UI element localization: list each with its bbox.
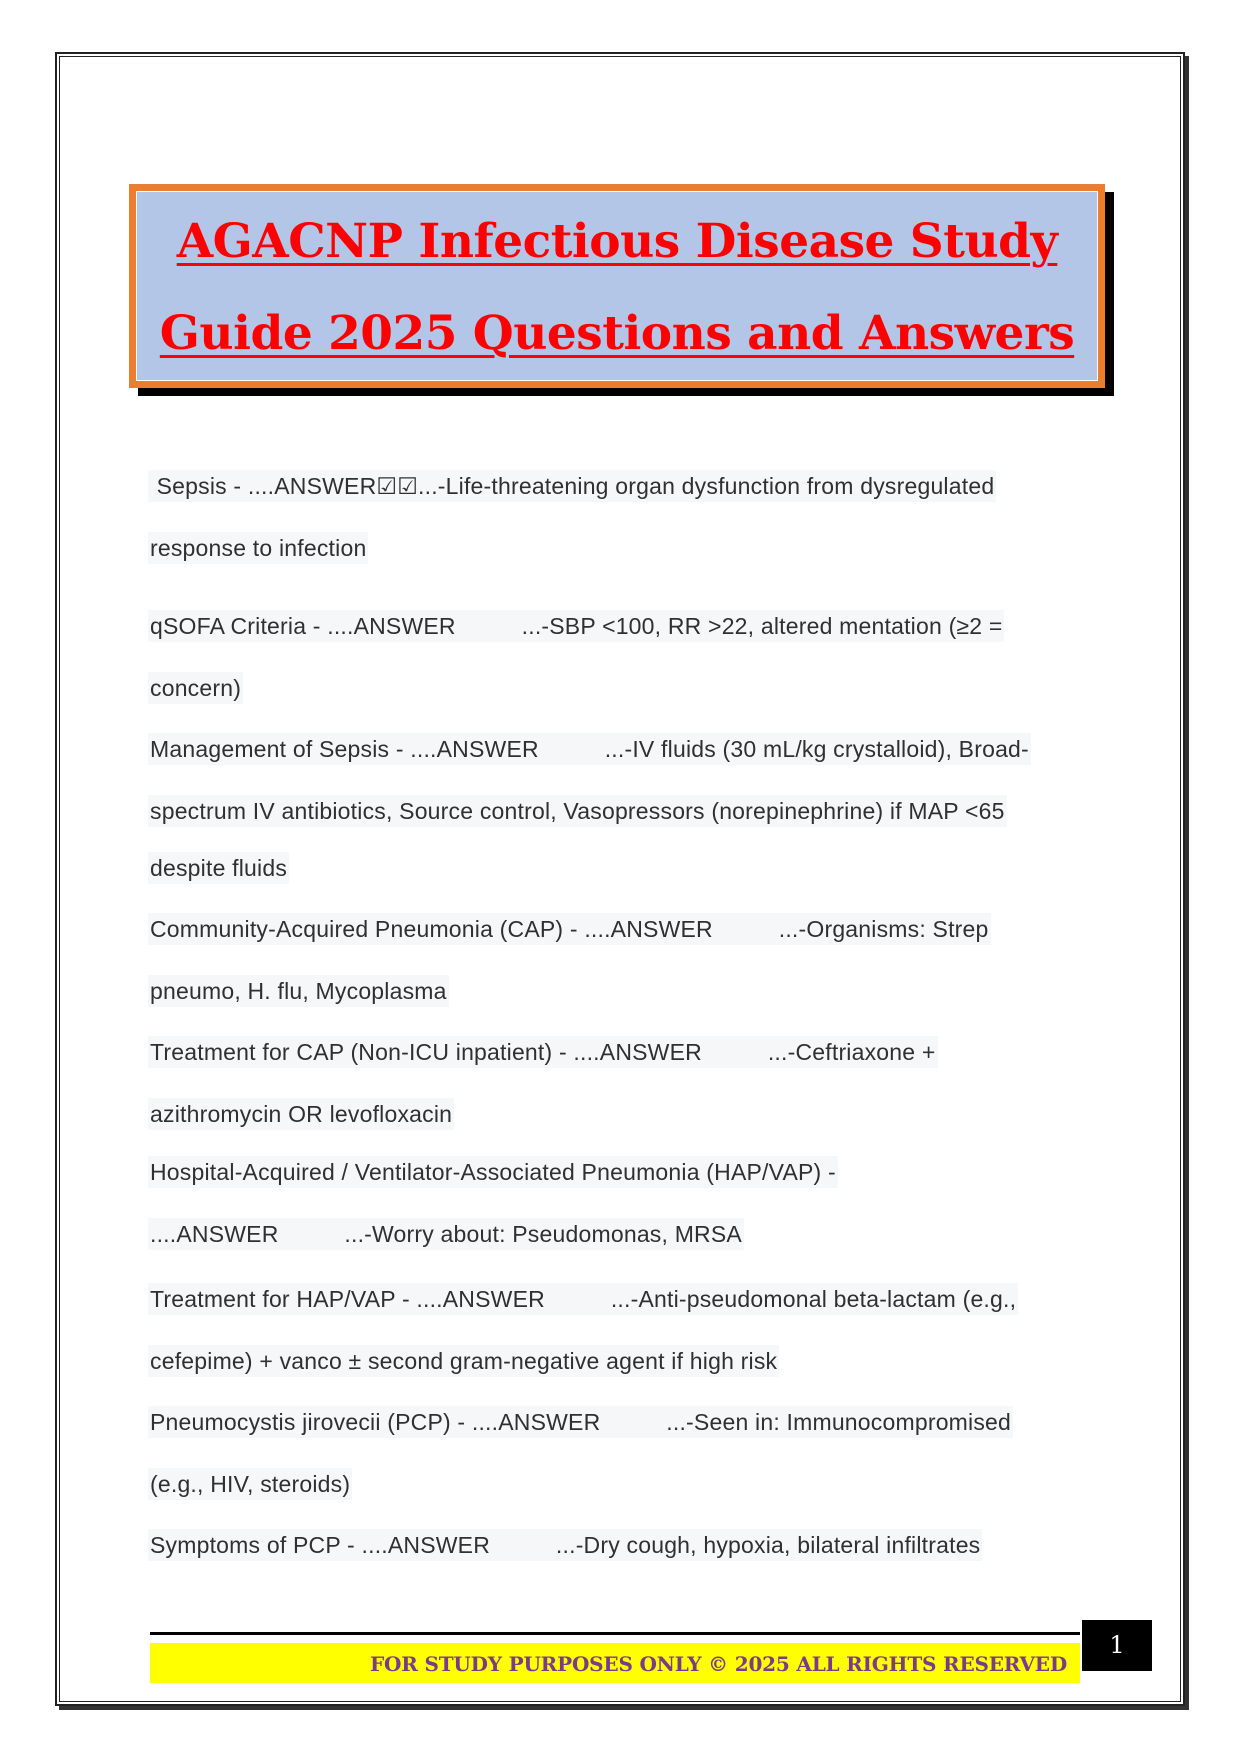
qa-line: spectrum IV antibiotics, Source control, Vasopressors (norepinephrine) if MAP <65	[148, 795, 1007, 827]
qa-line: Management of Sepsis - ....ANSWER ...-IV fluids (30 mL/kg crystalloid), Broad-	[148, 733, 1031, 765]
qa-line: response to infection	[148, 532, 368, 564]
title-box	[129, 184, 1105, 388]
qa-line: azithromycin OR levofloxacin	[148, 1098, 454, 1130]
qa-line: cefepime) + vanco ± second gram-negative agent if high risk	[148, 1345, 779, 1377]
page-frame-shadow-right	[1185, 56, 1189, 1710]
page-number: 1	[1109, 1631, 1125, 1659]
qa-line: qSOFA Criteria - ....ANSWER ...-SBP <100, RR >22, altered mentation (≥2 =	[148, 610, 1004, 642]
qa-line: concern)	[148, 672, 243, 704]
qa-line: ....ANSWER ...-Worry about: Pseudomonas, MRSA	[148, 1218, 744, 1250]
qa-line: (e.g., HIV, steroids)	[148, 1468, 352, 1500]
qa-line: Pneumocystis jirovecii (PCP) - ....ANSWER ...-Seen in: Immunocompromised	[148, 1406, 1013, 1438]
qa-line: Treatment for HAP/VAP - ....ANSWER ...-Anti-pseudomonal beta-lactam (e.g.,	[148, 1283, 1018, 1315]
page-frame-shadow-bottom	[59, 1706, 1189, 1710]
qa-line: Hospital-Acquired / Ventilator-Associated Pneumonia (HAP/VAP) -	[148, 1156, 838, 1188]
document-title-line-2: Guide 2025 Questions and Answers	[159, 306, 1075, 361]
qa-line: despite fluids	[148, 852, 289, 884]
qa-line: Treatment for CAP (Non-ICU inpatient) - ....ANSWER ...-Ceftriaxone +	[148, 1036, 938, 1068]
footer-text: FOR STUDY PURPOSES ONLY © 2025 ALL RIGHTS RESERVED	[370, 1652, 1067, 1676]
title-box-fill	[136, 191, 1098, 381]
qa-line: Sepsis - ....ANSWER☑☑...-Life-threatening organ dysfunction from dysregulated	[148, 470, 996, 502]
qa-line: pneumo, H. flu, Mycoplasma	[148, 975, 449, 1007]
qa-line: Community-Acquired Pneumonia (CAP) - ....ANSWER ...-Organisms: Strep	[148, 913, 991, 945]
qa-line: Symptoms of PCP - ....ANSWER ...-Dry cough, hypoxia, bilateral infiltrates	[148, 1529, 982, 1561]
document-title-line-1: AGACNP Infectious Disease Study	[176, 214, 1058, 269]
footer-rule	[150, 1632, 1080, 1635]
